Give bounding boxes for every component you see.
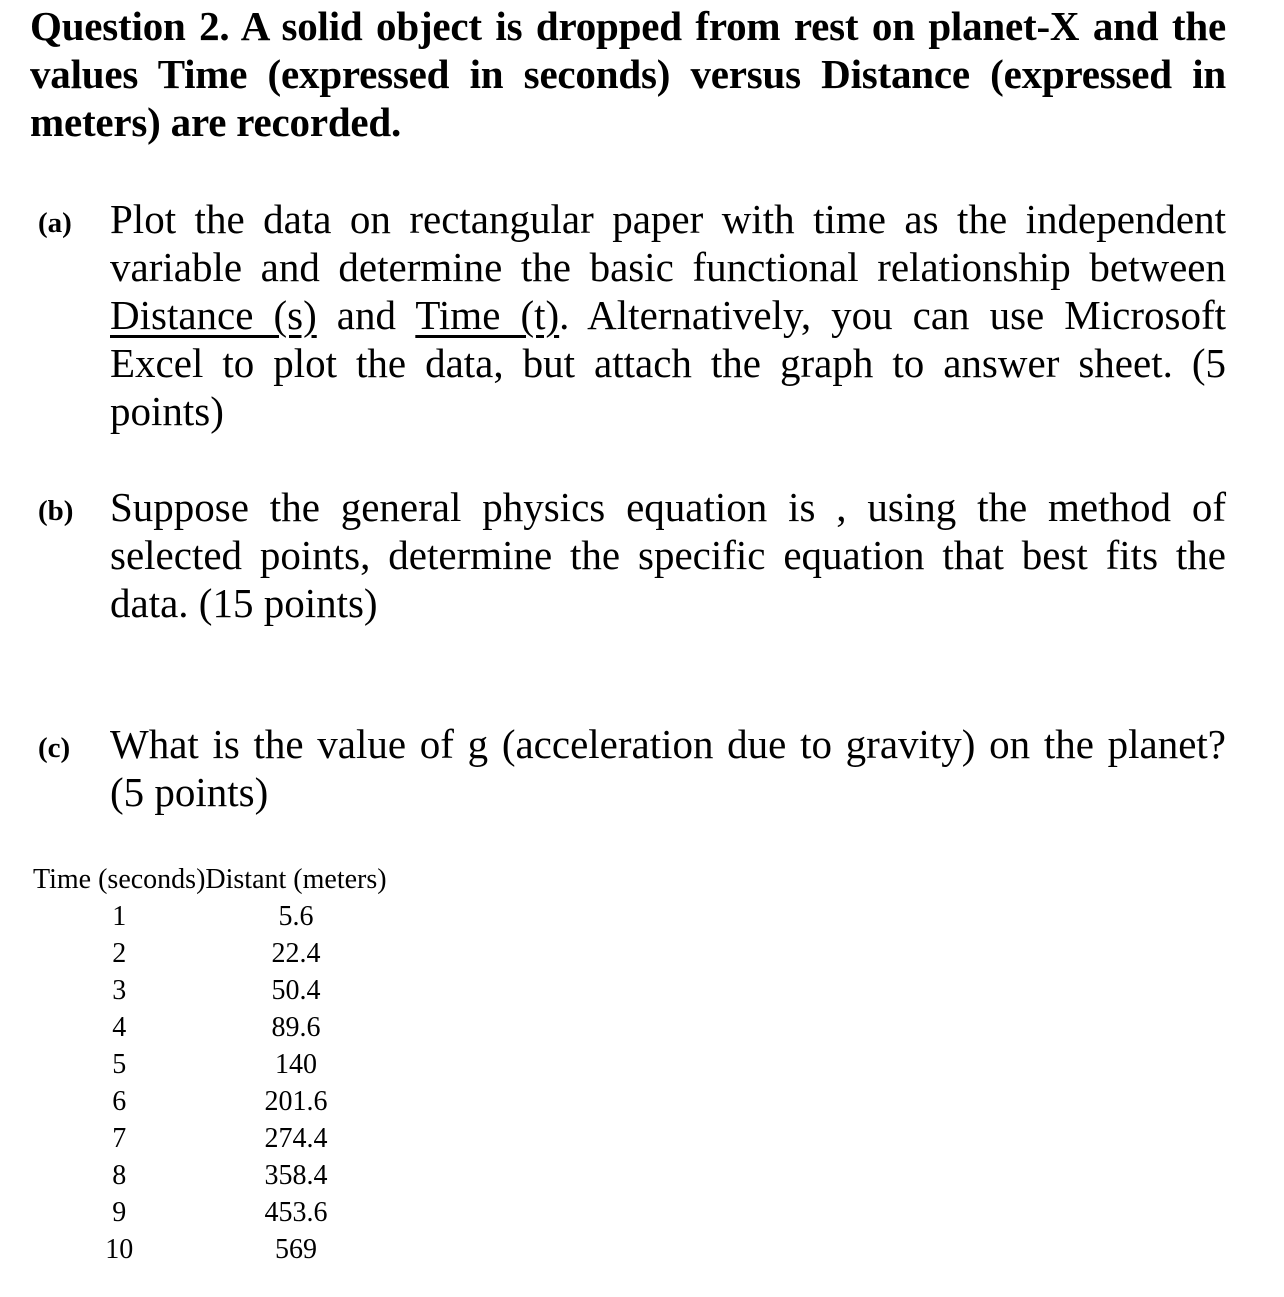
question-part-a — [30, 195, 1226, 435]
part-b-text: Suppose the general physics equation is , using the method of selected points, determine the specific equation that best fits the data. (15 points) — [110, 484, 1226, 626]
time-distance-table — [33, 861, 387, 1268]
cell-distance: 569 — [274, 1234, 317, 1265]
cell-distance: 453.6 — [264, 1197, 328, 1228]
cell-time: 8 — [112, 1160, 127, 1191]
question-part-b — [30, 483, 1226, 627]
cell-time: 9 — [112, 1197, 127, 1228]
cell-time: 7 — [112, 1123, 127, 1154]
part-a-marker: (a) — [38, 207, 72, 239]
part-a-text-segment: Plot the data on rectangular paper with time as the independent variable and determine the basic functional relationship between — [110, 196, 1226, 290]
table-row — [33, 898, 387, 935]
table-row — [33, 1120, 387, 1157]
distance-column-header: Distant (meters) — [205, 864, 387, 895]
cell-time: 10 — [105, 1234, 134, 1265]
table-row — [33, 1046, 387, 1083]
time-column-header: Time (seconds) — [33, 864, 206, 895]
table-row — [33, 1009, 387, 1046]
table-header-row — [33, 861, 387, 898]
cell-time: 2 — [112, 938, 127, 969]
table-row — [33, 1157, 387, 1194]
cell-time: 4 — [112, 1012, 127, 1043]
part-a-text-segment: . Alternatively, you can use Microsoft Excel to plot the data, but attach the graph to answer sheet. (5 points) — [110, 292, 1226, 434]
cell-distance: 140 — [274, 1049, 317, 1080]
question-part-c — [30, 720, 1226, 816]
table-row — [33, 1231, 387, 1268]
cell-distance: 50.4 — [271, 975, 321, 1006]
cell-distance: 22.4 — [271, 938, 321, 969]
part-c-text: What is the value of g (acceleration due to gravity) on the planet? (5 points) — [110, 721, 1226, 815]
table-row — [33, 972, 387, 1009]
cell-distance: 89.6 — [271, 1012, 321, 1043]
cell-time: 1 — [112, 901, 127, 932]
part-c-marker: (c) — [38, 732, 71, 764]
part-b-marker: (b) — [38, 495, 74, 527]
cell-distance: 201.6 — [264, 1086, 328, 1117]
table-row — [33, 1083, 387, 1120]
table-row — [33, 1194, 387, 1231]
cell-distance: 358.4 — [264, 1160, 328, 1191]
cell-time: 5 — [112, 1049, 127, 1080]
cell-distance: 274.4 — [264, 1123, 328, 1154]
part-a-underlined-distance: Distance (s) — [110, 292, 317, 338]
cell-time: 3 — [112, 975, 127, 1006]
part-a-text-segment: and — [316, 292, 416, 338]
part-a-underlined-time: Time (t) — [415, 292, 560, 338]
question-heading: Question 2. A solid object is dropped from rest on planet-X and the values Time (expressed in seconds) versus Distance (expressed in meters) are recorded. — [30, 3, 1226, 145]
table-row — [33, 935, 387, 972]
cell-distance: 5.6 — [278, 901, 314, 932]
cell-time: 6 — [112, 1086, 127, 1117]
